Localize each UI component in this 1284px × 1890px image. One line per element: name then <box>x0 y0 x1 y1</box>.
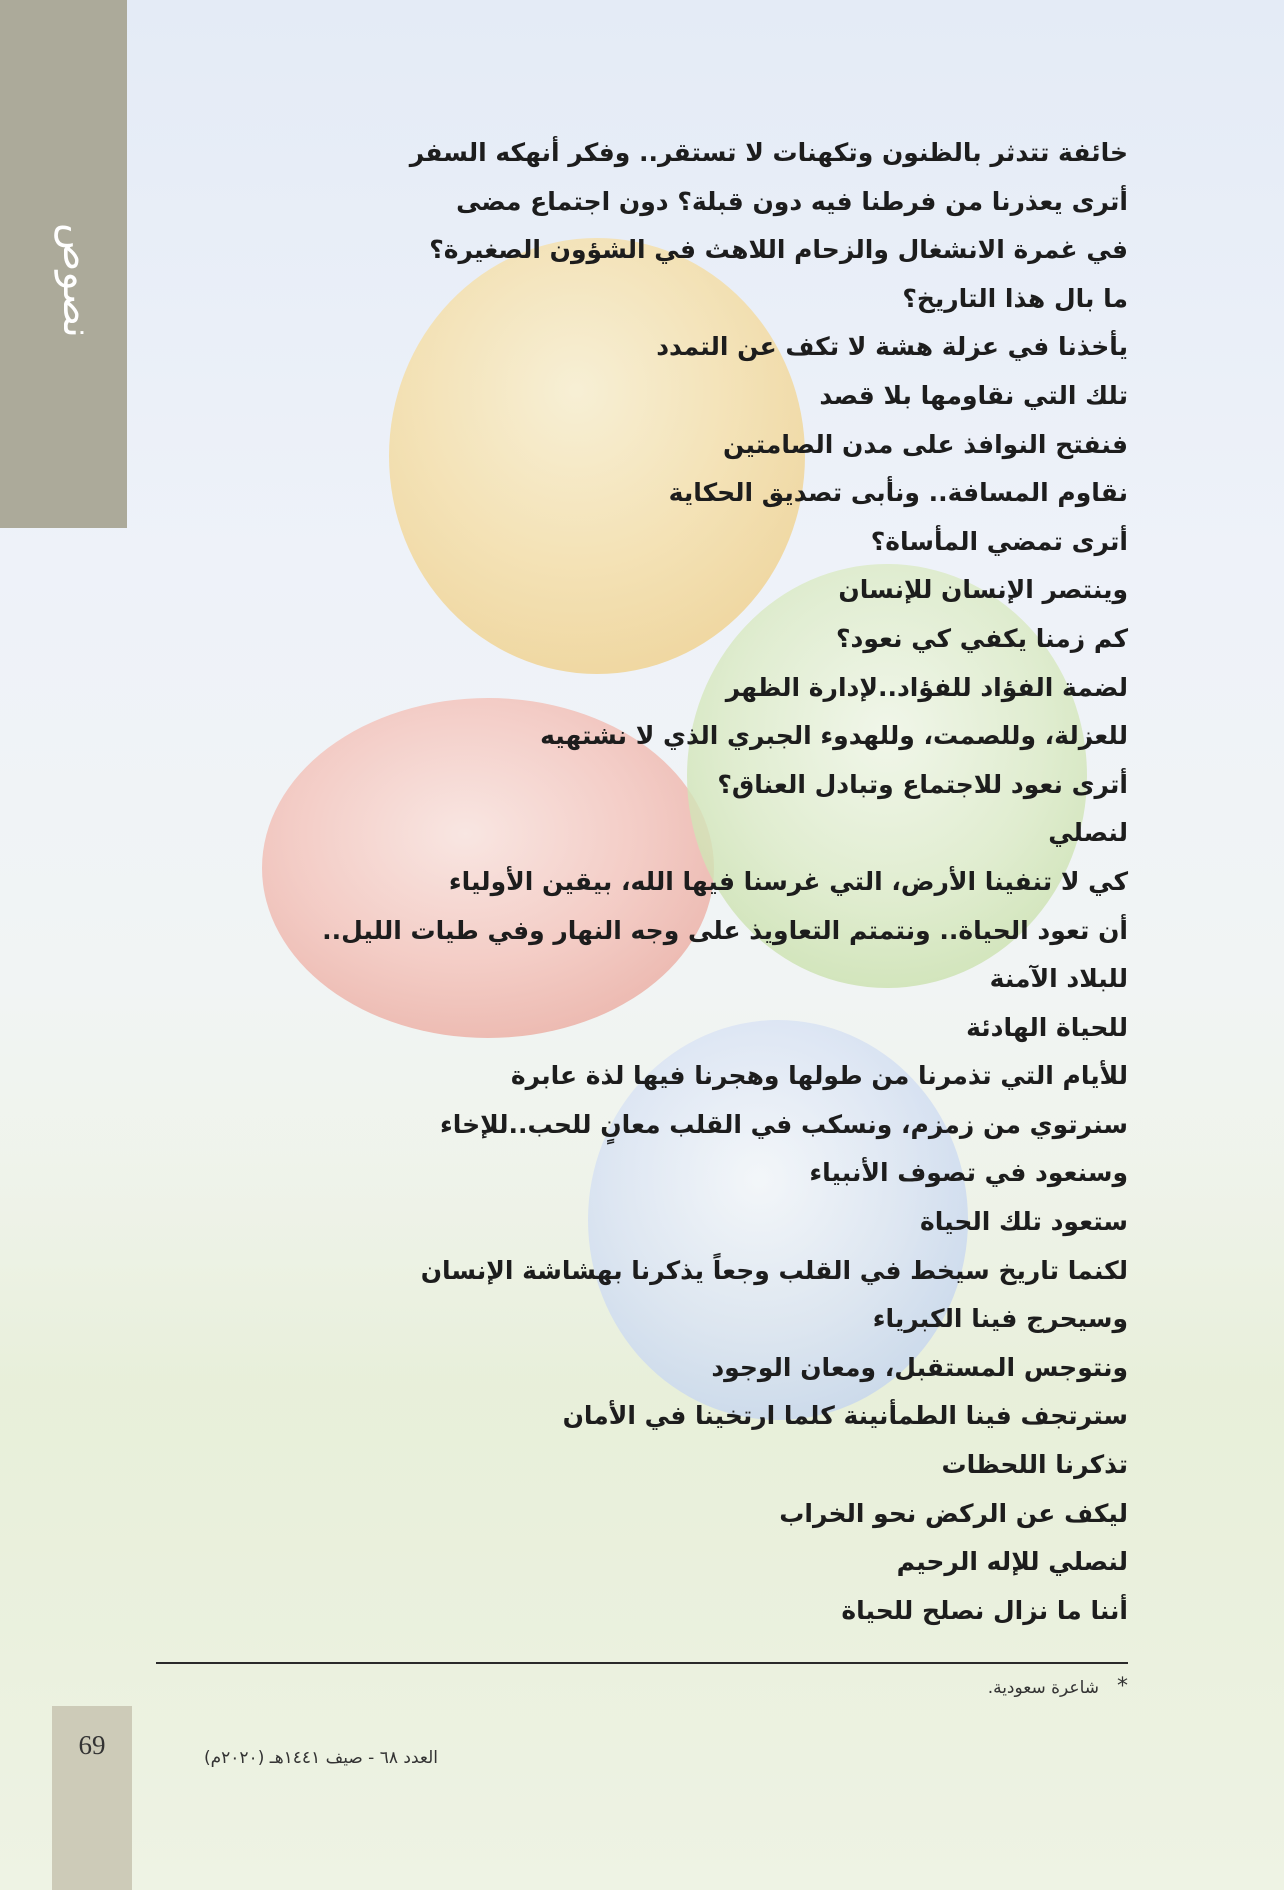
poem-line: للأيام التي تذمرنا من طولها وهجرنا فيها لذة عابرة <box>510 1061 1128 1091</box>
poem-line: أترى نعود للاجتماع وتبادل العناق؟ <box>717 769 1128 799</box>
poem-line: في غمرة الانشغال والزحام اللاهث في الشؤون الصغيرة؟ <box>429 235 1128 265</box>
poem-body <box>300 129 1128 1635</box>
poem-line: لكنما تاريخ سيخط في القلب وجعاً يذكرنا بهشاشة الإنسان <box>420 1255 1128 1285</box>
poem-line: لنصلي للإله الرحيم <box>896 1547 1128 1577</box>
poem-line: يأخذنا في عزلة هشة لا تكف عن التمدد <box>656 332 1128 362</box>
poem-line: سنرتوي من زمزم، ونسكب في القلب معانٍ للحب..للإخاء <box>439 1109 1128 1139</box>
footnote-text: شاعرة سعودية. <box>987 1678 1099 1698</box>
poem-line: ستعود تلك الحياة <box>919 1207 1128 1237</box>
section-label: نصوص <box>54 222 100 338</box>
poem-line: للحياة الهادئة <box>966 1012 1128 1042</box>
poem-line: كي لا تنفينا الأرض، التي غرسنا فيها الله، بيقين الأولياء <box>448 866 1128 896</box>
poem-line: للبلاد الآمنة <box>989 964 1128 994</box>
issue-info: العدد ٦٨ - صيف ١٤٤١هـ (٢٠٢٠م) <box>203 1748 438 1768</box>
poem-line: ونتوجس المستقبل، ومعان الوجود <box>711 1352 1128 1382</box>
footnote-divider <box>156 1662 1128 1664</box>
footnote <box>700 1674 1128 1699</box>
poem-line: لنصلي <box>1048 818 1128 848</box>
poem-line: أترى تمضي المأساة؟ <box>870 526 1128 556</box>
section-tab <box>0 0 127 528</box>
footnote-marker: * <box>1117 1674 1128 1699</box>
poem-line: أن تعود الحياة.. ونتمتم التعاويذ على وجه النهار وفي طيات الليل.. <box>322 915 1128 945</box>
poem-line: نقاوم المسافة.. ونأبى تصديق الحكاية <box>668 478 1128 508</box>
poem-line: سترتجف فينا الطمأنينة كلما ارتخينا في الأمان <box>562 1401 1128 1431</box>
poem-line: وسنعود في تصوف الأنبياء <box>809 1158 1128 1188</box>
poem-line: أترى يعذرنا من فرطنا فيه دون قبلة؟ دون اجتماع مضى <box>456 186 1128 216</box>
poem-line: تذكرنا اللحظات <box>941 1450 1128 1480</box>
poem-line: ليكف عن الركض نحو الخراب <box>779 1498 1128 1528</box>
poem-line: لضمة الفؤاد للفؤاد..لإدارة الظهر <box>725 672 1128 702</box>
poem-line: أننا ما نزال نصلح للحياة <box>841 1595 1128 1625</box>
poem-line: فنفتح النوافذ على مدن الصامتين <box>722 429 1128 459</box>
poem-line: وسيحرج فينا الكبرياء <box>872 1304 1128 1334</box>
poem-line: ما بال هذا التاريخ؟ <box>902 283 1128 313</box>
poem-line: للعزلة، وللصمت، وللهدوء الجبري الذي لا نشتهيه <box>540 721 1128 751</box>
poem-line: تلك التي نقاومها بلا قصد <box>819 380 1128 410</box>
poem-line: كم زمنا يكفي كي نعود؟ <box>836 623 1128 653</box>
poem-line: وينتصر الإنسان للإنسان <box>838 575 1128 605</box>
page-number: 69 <box>78 1730 106 1760</box>
poem-line: خائفة تتدثر بالظنون وتكهنات لا تستقر.. وفكر أنهكه السفر <box>409 138 1128 167</box>
